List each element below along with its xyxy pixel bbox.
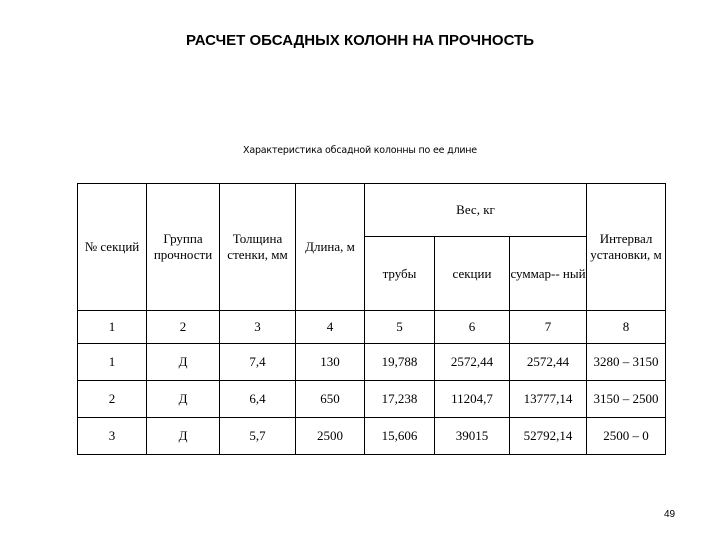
table-cell: Д [147,418,220,455]
table-cell: 15,606 [365,418,435,455]
column-number: 4 [296,311,365,344]
column-number: 1 [78,311,147,344]
header-weight: Вес, кг [365,184,587,237]
table-row [78,418,666,455]
header-wall-thickness: Толщина стенки, мм [220,184,296,311]
table-caption: Характеристика обсадной колонны по ее длине [243,145,477,156]
table-cell: 11204,7 [435,381,510,418]
column-number: 3 [220,311,296,344]
table-cell: 2500 – 0 [587,418,666,455]
table-cell: 3 [78,418,147,455]
header-interval: Интервал установки, м [587,184,666,311]
column-number: 5 [365,311,435,344]
column-number-row [78,311,666,344]
table-cell: 19,788 [365,344,435,381]
column-number: 8 [587,311,666,344]
column-number: 7 [510,311,587,344]
table-cell: 650 [296,381,365,418]
table-cell: 13777,14 [510,381,587,418]
column-number: 2 [147,311,220,344]
column-number: 6 [435,311,510,344]
table-cell: 6,4 [220,381,296,418]
table-cell: Д [147,381,220,418]
header-length: Длина, м [296,184,365,311]
header-strength-group: Группа прочности [147,184,220,311]
table-cell: 39015 [435,418,510,455]
casing-table [77,183,666,455]
table-cell: Д [147,344,220,381]
table-cell: 130 [296,344,365,381]
header-weight-total: суммар-- ный [510,237,587,311]
table-row [78,381,666,418]
table-cell: 52792,14 [510,418,587,455]
table-cell: 17,238 [365,381,435,418]
table-cell: 3280 – 3150 [587,344,666,381]
table-cell: 2572,44 [435,344,510,381]
table-cell: 3150 – 2500 [587,381,666,418]
page-number: 49 [664,509,676,520]
table-cell: 2572,44 [510,344,587,381]
header-weight-section: секции [435,237,510,311]
table-row [78,344,666,381]
header-weight-pipe: трубы [365,237,435,311]
table-cell: 2500 [296,418,365,455]
table-cell: 5,7 [220,418,296,455]
table-cell: 7,4 [220,344,296,381]
table-cell: 2 [78,381,147,418]
page-title: РАСЧЕТ ОБСАДНЫХ КОЛОНН НА ПРОЧНОСТЬ [186,32,534,49]
header-sections: № секций [78,184,147,311]
table-cell: 1 [78,344,147,381]
